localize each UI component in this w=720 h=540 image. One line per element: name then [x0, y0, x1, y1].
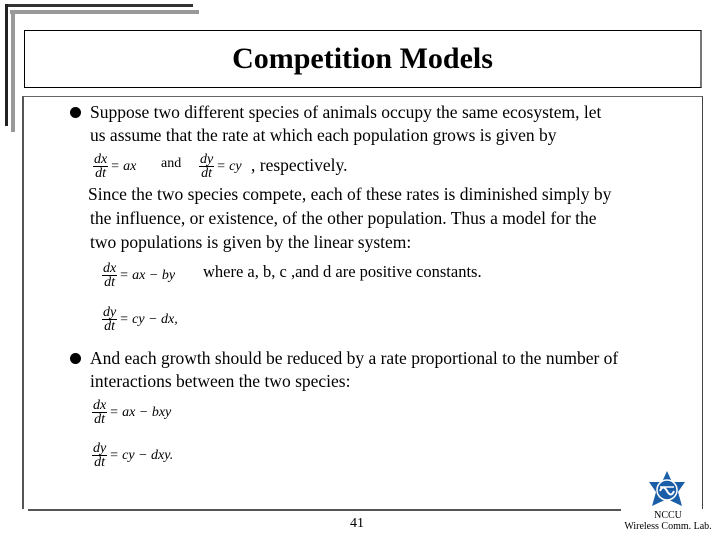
eq-rhs: = ax — [110, 158, 137, 174]
constants-note: where a, b, c ,and d are positive constants. — [203, 262, 482, 281]
eq-rhs: = ax − by — [119, 267, 176, 283]
eq-numerator: dx — [103, 261, 117, 276]
eq-numerator: dx — [93, 398, 107, 413]
eq-denominator: dt — [95, 166, 107, 181]
slide-title: Competition Models — [232, 42, 493, 75]
eq-rhs: = ax − bxy — [109, 404, 172, 420]
bullet-icon — [70, 353, 81, 364]
eq-numerator: dy — [200, 152, 214, 167]
linear-system-eq1 — [102, 259, 175, 289]
equation-dy-dt — [199, 150, 242, 180]
bullet1-line2: us assume that the rate at which each population grows is given by — [90, 125, 557, 145]
bullet2-line2: interactions between the two species: — [90, 371, 351, 391]
eq-rhs: = cy — [216, 158, 242, 174]
eq-numerator: dx — [94, 152, 108, 167]
lab-footer — [622, 510, 714, 532]
frame-line-left-light — [11, 10, 15, 132]
eq-denominator: dt — [201, 166, 213, 181]
and-text: and — [161, 156, 182, 171]
eq-denominator: dt — [94, 412, 106, 427]
page-number: 41 — [350, 516, 364, 531]
lab-name: Wireless Comm. Lab. — [624, 521, 712, 532]
bullet1-line3: Since the two species compete, each of these rates is diminished simply by — [88, 184, 612, 204]
bullet1-line1: Suppose two different species of animals occupy the same ecosystem, let — [90, 102, 602, 122]
bullet-icon — [70, 107, 81, 118]
interaction-eq2 — [92, 439, 173, 469]
eq-denominator: dt — [94, 455, 106, 470]
interaction-eq1 — [92, 396, 171, 426]
eq-rhs: = cy − dxy. — [109, 447, 174, 463]
eq-numerator: dy — [103, 305, 117, 320]
linear-system-eq2 — [102, 303, 178, 333]
frame-line-top-dark — [5, 4, 193, 7]
eq-denominator: dt — [104, 275, 116, 290]
title-box — [24, 30, 702, 88]
bullet1-line5: two populations is given by the linear system: — [90, 232, 412, 252]
nccu-emblem-icon — [645, 470, 689, 512]
eq-denominator: dt — [104, 319, 116, 334]
equation-dx-dt — [93, 150, 136, 180]
eq-rhs: = cy − dx, — [119, 311, 178, 327]
eq-numerator: dy — [93, 441, 107, 456]
respectively-text: , respectively. — [251, 155, 348, 175]
content-bottom-rule — [28, 509, 621, 511]
bullet1-line4: the influence, or existence, of the other population. Thus a model for the — [90, 208, 597, 228]
bullet2-line1: And each growth should be reduced by a rate proportional to the number of — [90, 348, 619, 368]
frame-line-top-light — [10, 10, 199, 14]
org-name: NCCU — [654, 510, 682, 521]
frame-line-left-dark — [5, 4, 8, 126]
